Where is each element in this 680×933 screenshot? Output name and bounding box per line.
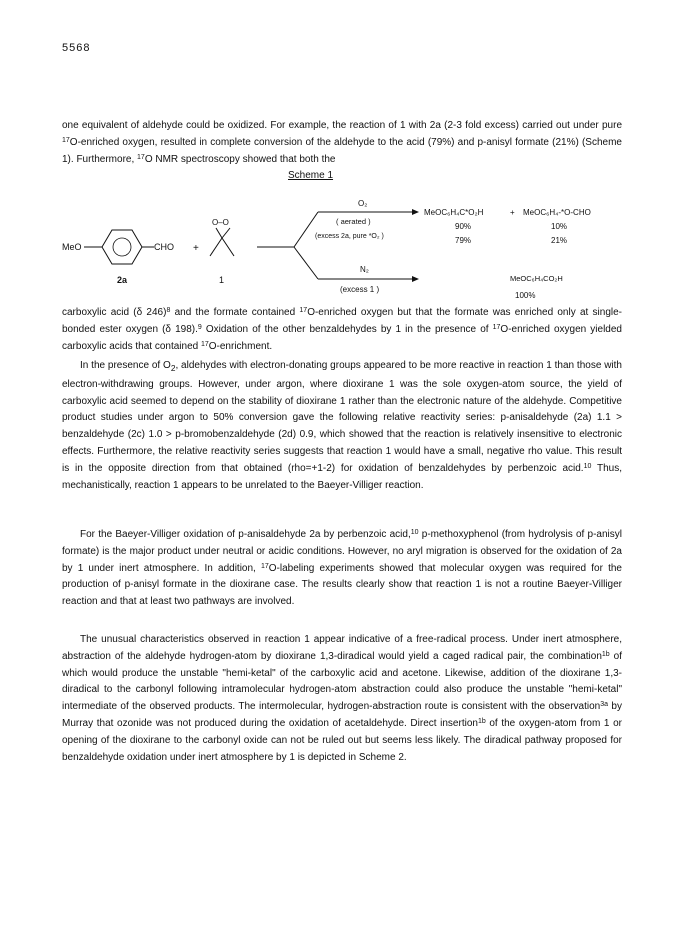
paragraph-1: one equivalent of aldehyde could be oxidized. For example, the reaction of 1 with 2a (2-3 fold excess) carried out under pure $^{17}$O-enriched oxygen, resulted in complete conversion of the aldehyde to the acid (79%) and p-anisyl formate (21%) (Scheme 1). Furthermore, $^{17}$O NMR spectroscopy showed that both the: [62, 120, 622, 165]
lower-condition: (excess 1 ): [340, 285, 380, 294]
dioxirane-ring: O–O: [212, 218, 229, 227]
yield-acid-aerated: 90%: [455, 222, 472, 231]
yield-formate-aerated: 10%: [551, 222, 568, 231]
upper-condition-2: (excess 2a, pure *O₂ ): [315, 233, 384, 240]
upper-reagent: O₂: [358, 199, 368, 208]
paragraph-4: For the Baeyer-Villiger oxidation of p-anisaldehyde 2a by perbenzoic acid,$^{10}$ p-methoxyphenol (from hydrolysis of p-anisyl formate) is the major product under neutral or acidic conditions. However, no aryl migration is observed for the oxidation of 2a by 1 under inert atmosphere. In addition, $^{17}$O-labeling experiments showed that molecular oxygen was required for the production of p-anisyl formate in the dioxirane case. The results clearly show that reaction 1 is not a routine Baeyer-Villiger reaction and that at least two pathways are involved.: [62, 529, 622, 608]
upper-condition-1: ( aerated ): [336, 217, 371, 226]
paragraph-3: In the presence of $O_2$, aldehydes with electron-donating groups appeared to be more reactive in reaction 1 than those with electron-withdrawing groups. However, under argon, where dioxirane 1 was the sole oxygen-atom source, the yield of carboxylic acid seemed to depend on the stability of dioxirane 1 rather than the electronic nature of the aldehyde. Competitive product studies under argon to 50% conversion gave the following relative reactivity series: p-anisaldehyde (2a) 1.1 > benzaldehyde (2c) 1.0 > p-bromobenzaldehyde (2d) 0.9, which showed that the reaction is relatively insensitive to electronic effects. Furthermore, the relative reactivity series suggests that reaction 1 would have a small, negative rho value. This result is in the opposite direction from that obtained (rho=+1-2) for oxidation of benzaldehydes by perbenzoic acid.$^{10}$ Thus, mechanistically, reaction 1 appears to be unrelated to the Baeyer-Villiger reaction.: [62, 360, 622, 491]
paragraph-5: The unusual characteristics observed in reaction 1 appear indicative of a free-radical process. Under inert atmosphere, abstraction of the aldehyde hydrogen-atom by dioxirane 1,3-diradical would yield a caged radical pair, the combination$^{1b}$ of which would produce the unstable "hemi-ketal" of the carboxylic acid and acetone. Likewise, addition of the dioxirane 1,3-diradical to the carbonyl following intramolecular hydrogen-atom abstraction could also produce the unstable "hemi-ketal" intermediate of the observed products. The intermolecular, hydrogen-abstraction route is consistent with the observation$^{3a}$ by Murray that ozonide was not produced during the oxidation of acetaldehyde. Direct insertion$^{1b}$ of the oxygen-atom from 1 or opening of the dioxirane to the carbonyl oxide can not be ruled out but seems less likely. The diradical pathway proposed for benzaldehyde oxidation under inert atmosphere by 1 is depicted in Scheme 2.: [62, 634, 623, 763]
reactant-label: 2a: [117, 275, 128, 285]
lower-reagent: N₂: [360, 265, 369, 274]
page-number: 5568: [62, 42, 91, 54]
yield-formate-pure: 21%: [551, 236, 568, 245]
benzene-ring: [102, 230, 142, 264]
yield-acid-pure: 79%: [455, 236, 472, 245]
product-acid: MeOC₆H₄C*O₂H: [424, 208, 484, 217]
paragraph-2: carboxylic acid (δ 246)$^8$ and the formate contained $^{17}$O-enriched oxygen but that the formate was enriched only at single-bonded ester oxygen (δ 198).$^9$ Oxidation of the other benzaldehydes by 1 in the presence of $^{17}$O-enriched oxygen yielded carboxylic acids that contained $^{17}$O-enrichment.: [62, 307, 622, 352]
scheme-1-diagram: [62, 188, 642, 306]
product-lower: MeOC₆H₄CO₂H: [510, 274, 563, 283]
reactant-group: CHO: [154, 242, 174, 252]
product-formate: MeOC₆H₄-*O-CHO: [523, 208, 591, 217]
plus-sign: +: [193, 243, 199, 254]
reactant-substituent: MeO: [62, 242, 82, 252]
dioxirane-label: 1: [219, 275, 225, 285]
scheme-title: Scheme 1: [288, 170, 334, 181]
product-plus: +: [510, 208, 515, 217]
yield-lower: 100%: [515, 291, 536, 300]
